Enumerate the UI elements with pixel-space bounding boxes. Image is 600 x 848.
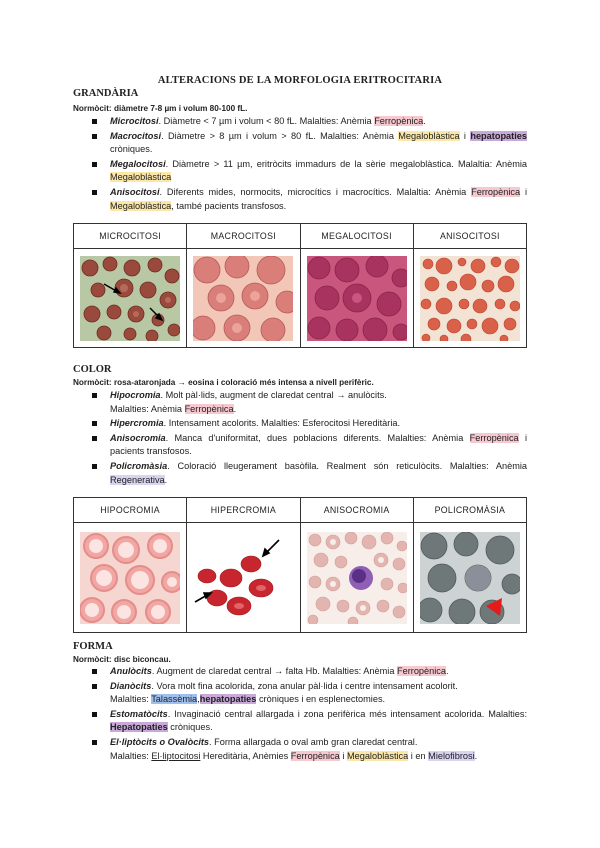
- table-header-hipocromia: HIPOCROMIA: [74, 498, 187, 523]
- list-item: Microcitosi. Diàmetre < 7 µm i volum < 80 fL. Malalties: Anèmia Ferropènica.: [110, 115, 527, 129]
- grandaria-image-table: [73, 223, 527, 348]
- normocit-definition: Normòcit: disc biconcau.: [73, 655, 171, 664]
- anisocromia-image: [307, 532, 407, 624]
- list-item: Megalocitosi. Diàmetre > 11 µm, eritròcits immadurs de la sèrie megaloblàstica. Malaltia: Anèmia Megaloblàstica: [110, 158, 527, 185]
- section-heading-grandaria: GRANDÀRIA: [73, 88, 139, 99]
- section-heading-forma: FORMA: [73, 641, 113, 652]
- table-header-microcitosi: MICROCITOSI: [74, 224, 187, 249]
- list-item: Hipercromia. Intensament acolorits. Malalties: Esferocitosi Hereditària.: [110, 417, 527, 431]
- anisocitosi-image: [420, 256, 520, 341]
- list-item: Anisocitosi. Diferents mides, normocits, microcítics i macrocítics. Malaltia: Anèmia Ferropènica i Megaloblàstica, també pacients transfosos.: [110, 186, 527, 213]
- list-item: Anulòcits. Augment de claredat central → falta Hb. Malalties: Anèmia Ferropènica.: [110, 665, 527, 679]
- table-header-hipercromia: HIPERCROMIA: [187, 498, 300, 523]
- section-heading-color: COLOR: [73, 364, 112, 375]
- list-item: Hipocromia. Molt pàl·lids, augment de claredat central → anulòcits. Malalties: Anèmia Ferropènica.: [110, 389, 527, 416]
- table-header-megalocitosi: MEGALOCITOSI: [300, 224, 413, 249]
- macrocitosi-image: [193, 256, 293, 341]
- hipocromia-image: [80, 532, 180, 624]
- hipercromia-image: [193, 532, 293, 624]
- microcitosi-image: [80, 256, 180, 341]
- forma-list: [110, 665, 527, 764]
- list-item: Macrocitosi. Diàmetre > 8 µm i volum > 80 fL. Malalties: Anèmia Megaloblàstica i hepatopaties cròniques.: [110, 130, 527, 157]
- list-item: Policromàsia. Coloració lleugerament basòfila. Realment són reticulòcits. Malalties: Anèmia Regenerativa.: [110, 460, 527, 487]
- color-list: [110, 389, 527, 488]
- color-image-table: [73, 497, 527, 633]
- list-item: Dianòcits. Vora molt fina acolorida, zona anular pàl·lida i centre intensament acolorit. Malalties: Talassèmia,hepatopaties cròniques i en esplenectomies.: [110, 680, 527, 707]
- policromasia-image: [420, 532, 520, 624]
- normocit-definition: Normòcit: diàmetre 7-8 µm i volum 80-100 fL.: [73, 104, 248, 113]
- megalocitosi-image: [307, 256, 407, 341]
- list-item: Anisocromia. Manca d'uniformitat, dues poblacions diferents. Malalties: Anèmia Ferropènica i pacients transfosos.: [110, 432, 527, 459]
- grandaria-list: [110, 115, 527, 214]
- table-header-anisocitosi: ANISOCITOSI: [413, 224, 526, 249]
- table-header-policromasia: POLICROMÀSIA: [413, 498, 526, 523]
- normocit-definition: Normòcit: rosa-ataronjada → eosina i coloració més intensa a nivell perifèric.: [73, 378, 374, 387]
- list-item: Estomatòcits. Invaginació central allargada i zona perifèrica més intensament acolorida. Malalties: Hepatopaties cròniques.: [110, 708, 527, 735]
- table-header-anisocromia: ANISOCROMIA: [300, 498, 413, 523]
- table-header-macrocitosi: MACROCITOSI: [187, 224, 300, 249]
- list-item: El·liptòcits o Ovalòcits. Forma allargada o oval amb gran claredat central. Malalties: El·liptocitosi Hereditària, Anèmies Ferropènica i Megaloblàstica i en Mielofibrosi.: [110, 736, 527, 763]
- document-title: ALTERACIONS DE LA MORFOLOGIA ERITROCITARIA: [157, 75, 443, 86]
